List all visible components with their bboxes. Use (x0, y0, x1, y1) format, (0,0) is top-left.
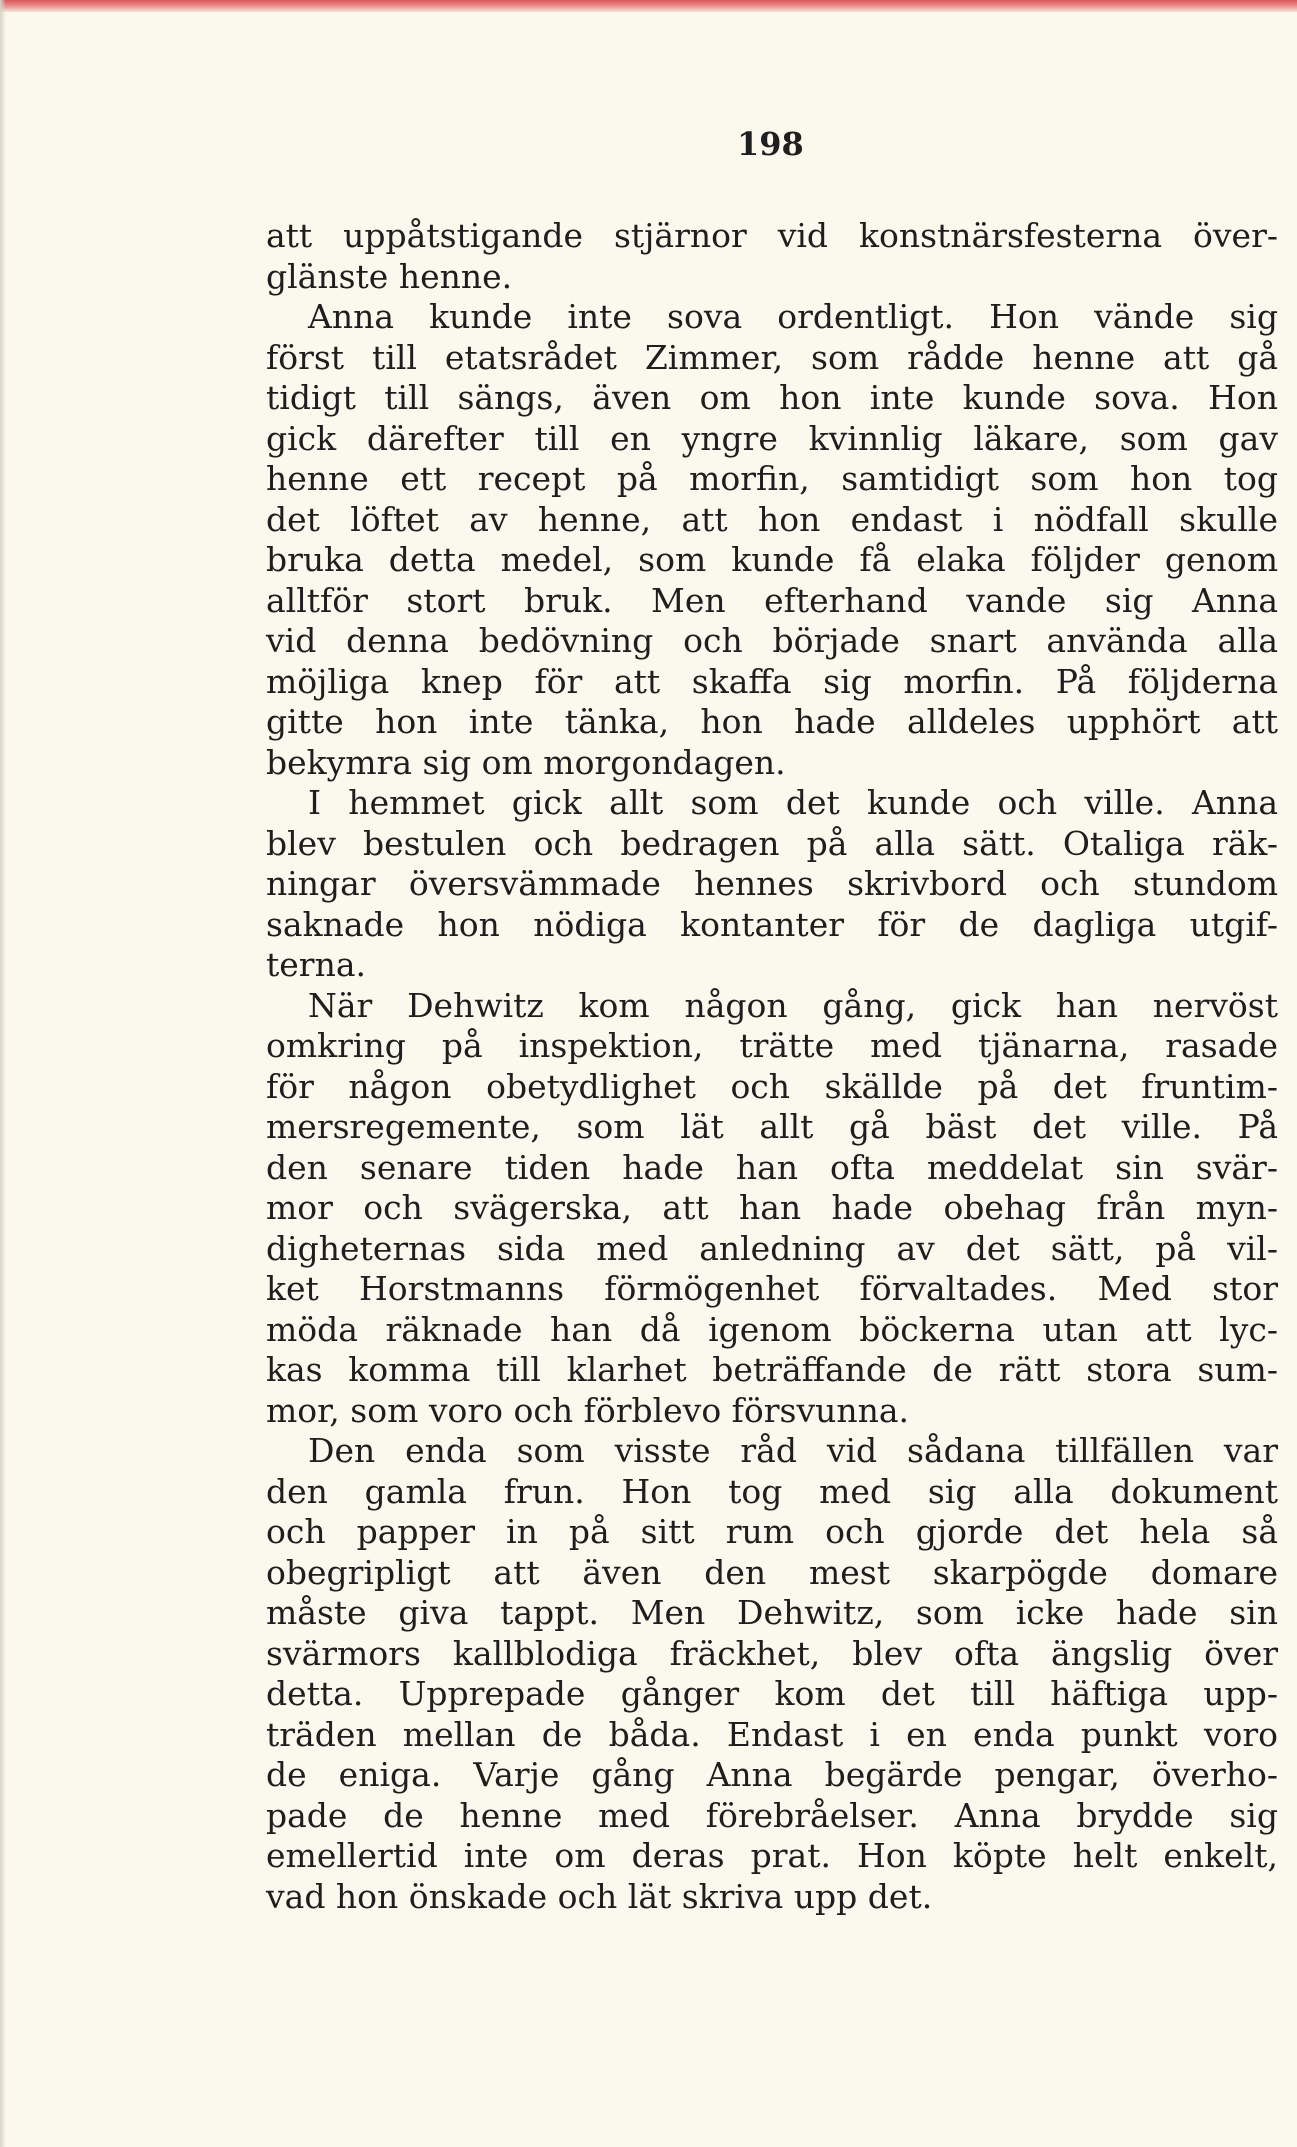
text-line: När Dehwitz kom någon gång, gick han nervöst (308, 985, 1278, 1025)
text-line: ningar översvämmade hennes skrivbord och stundom (266, 864, 1278, 903)
text-line: I hemmet gick allt som det kunde och ville. Anna (308, 783, 1278, 822)
paragraph (266, 986, 1278, 1432)
text-line: den senare tiden hade han ofta meddelat sin svär- (266, 1147, 1278, 1187)
text-line: terna. (266, 945, 366, 984)
text-line: de eniga. Varje gång Anna begärde pengar, överho- (266, 1755, 1278, 1794)
text-line: pade de henne med förebråelser. Anna brydde sig (266, 1795, 1278, 1835)
text-line: först till etatsrådet Zimmer, som rådde henne att gå (266, 337, 1278, 377)
paragraph (266, 1431, 1278, 1917)
text-line: emellertid inte om deras prat. Hon köpte helt enkelt, (266, 1836, 1278, 1875)
text-line: svärmors kallblodiga fräckhet, blev ofta ängslig över (266, 1633, 1278, 1673)
text-line: obegripligt att även den mest skarpögde domare (266, 1552, 1278, 1592)
page-left-shadow (0, 0, 6, 2147)
text-line: det löftet av henne, att hon endast i nödfall skulle (266, 499, 1278, 539)
text-line: möda räknade han då igenom böckerna utan att lyc- (266, 1309, 1278, 1349)
text-line: tidigt till sängs, även om hon inte kunde sova. Hon (266, 378, 1278, 417)
text-line: detta. Upprepade gånger kom det till häftiga upp- (266, 1674, 1278, 1713)
text-line: kas komma till klarhet beträffande de rätt stora sum- (266, 1350, 1278, 1389)
text-body (266, 216, 1278, 1917)
text-line: Anna kunde inte sova ordentligt. Hon vände sig (308, 297, 1278, 336)
page-top-edge (0, 0, 1297, 12)
text-line: omkring på inspektion, trätte med tjänarna, rasade (266, 1026, 1278, 1065)
text-line: blev bestulen och bedragen på alla sätt. Otaliga räk- (266, 823, 1278, 863)
text-line: Den enda som visste råd vid sådana tillfällen var (308, 1431, 1278, 1470)
text-line: digheternas sida med anledning av det sätt, på vil- (266, 1228, 1278, 1268)
text-line: vad hon önskade och lät skriva upp det. (266, 1876, 933, 1916)
text-line: glänste henne. (266, 256, 513, 296)
text-line: mor, som voro och förblevo försvunna. (266, 1390, 910, 1430)
paragraph (266, 783, 1278, 986)
text-line: träden mellan de båda. Endast i en enda punkt voro (266, 1714, 1278, 1754)
text-line: gick därefter till en yngre kvinnlig läkare, som gav (266, 418, 1278, 458)
text-line: saknade hon nödiga kontanter för de dagliga utgif- (266, 904, 1278, 944)
paragraph (266, 216, 1278, 297)
text-line: bruka detta medel, som kunde få elaka följder genom (266, 540, 1278, 579)
text-line: henne ett recept på morfin, samtidigt som hon tog (266, 459, 1278, 498)
text-line: mersregemente, som lät allt gå bäst det ville. På (266, 1107, 1278, 1146)
paragraph (266, 297, 1278, 783)
text-line: bekymra sig om morgondagen. (266, 742, 786, 782)
text-line: måste giva tappt. Men Dehwitz, som icke hade sin (266, 1593, 1278, 1632)
text-line: och papper in på sitt rum och gjorde det hela så (266, 1512, 1278, 1551)
text-line: den gamla frun. Hon tog med sig alla dokument (266, 1471, 1278, 1511)
text-line: vid denna bedövning och började snart använda alla (266, 621, 1278, 660)
text-line: alltför stort bruk. Men efterhand vande sig Anna (266, 580, 1278, 620)
text-line: ket Horstmanns förmögenhet förvaltades. Med stor (266, 1269, 1278, 1308)
text-line: möjliga knep för att skaffa sig morfin. På följderna (266, 661, 1278, 701)
text-line: för någon obetydlighet och skällde på det fruntim- (266, 1066, 1278, 1106)
text-line: att uppåtstigande stjärnor vid konstnärsfesterna över- (266, 216, 1278, 255)
page-number: 198 (737, 125, 804, 163)
text-line: gitte hon inte tänka, hon hade alldeles upphört att (266, 702, 1278, 741)
text-line: mor och svägerska, att han hade obehag från myn- (266, 1188, 1278, 1227)
